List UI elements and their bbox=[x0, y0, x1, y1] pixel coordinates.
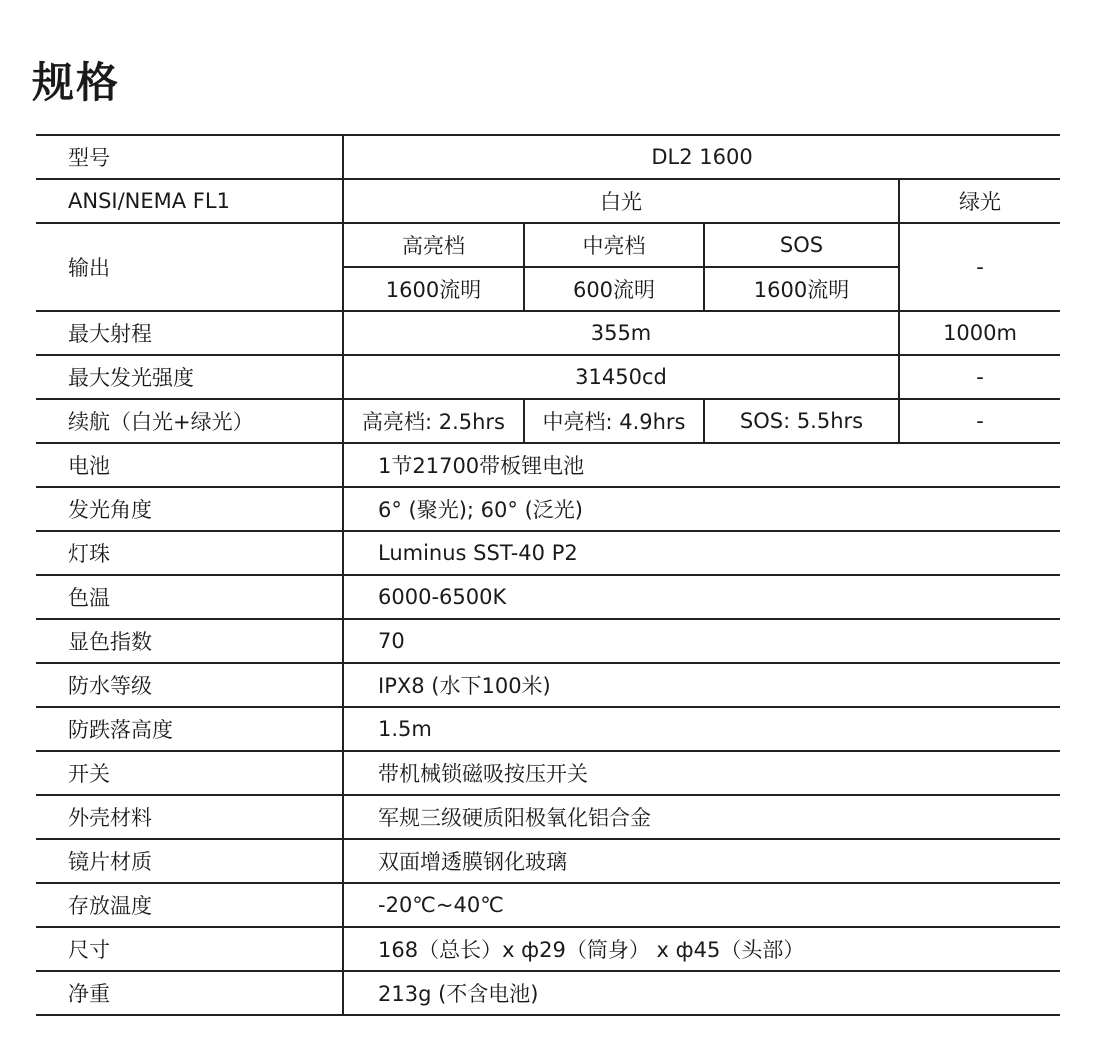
value-lens: 双面增透膜钢化玻璃 bbox=[343, 839, 1060, 883]
range-white: 355m bbox=[343, 311, 899, 355]
row-storage bbox=[36, 883, 1060, 927]
intensity-green: - bbox=[899, 355, 1060, 399]
value-battery: 1节21700带板锂电池 bbox=[343, 443, 1060, 487]
label-lens: 镜片材质 bbox=[36, 839, 343, 883]
label-cct: 色温 bbox=[36, 575, 343, 619]
output-green: - bbox=[899, 223, 1060, 311]
label-ansi: ANSI/NEMA FL1 bbox=[36, 179, 343, 223]
intensity-white: 31450cd bbox=[343, 355, 899, 399]
page-title: 规格 bbox=[32, 58, 121, 107]
range-green: 1000m bbox=[899, 311, 1060, 355]
header-white-light: 白光 bbox=[343, 179, 899, 223]
row-beam-angle bbox=[36, 487, 1060, 531]
runtime-high: 高亮档: 2.5hrs bbox=[343, 399, 524, 443]
label-drop: 防跌落高度 bbox=[36, 707, 343, 751]
row-drop bbox=[36, 707, 1060, 751]
label-waterproof: 防水等级 bbox=[36, 663, 343, 707]
output-mode-mid: 中亮档 bbox=[524, 223, 704, 267]
value-switch: 带机械锁磁吸按压开关 bbox=[343, 751, 1060, 795]
runtime-mid: 中亮档: 4.9hrs bbox=[524, 399, 704, 443]
row-led bbox=[36, 531, 1060, 575]
runtime-sos: SOS: 5.5hrs bbox=[704, 399, 899, 443]
output-value-high: 1600流明 bbox=[343, 267, 524, 311]
label-weight: 净重 bbox=[36, 971, 343, 1015]
row-ansi bbox=[36, 179, 1060, 223]
row-body-material bbox=[36, 795, 1060, 839]
label-output: 输出 bbox=[36, 223, 343, 311]
output-mode-sos: SOS bbox=[704, 223, 899, 267]
label-runtime: 续航（白光+绿光） bbox=[36, 399, 343, 443]
label-cri: 显色指数 bbox=[36, 619, 343, 663]
row-cct bbox=[36, 575, 1060, 619]
value-cri: 70 bbox=[343, 619, 1060, 663]
label-size: 尺寸 bbox=[36, 927, 343, 971]
row-range bbox=[36, 311, 1060, 355]
value-body-material: 军规三级硬质阳极氧化铝合金 bbox=[343, 795, 1060, 839]
row-switch bbox=[36, 751, 1060, 795]
label-switch: 开关 bbox=[36, 751, 343, 795]
label-storage: 存放温度 bbox=[36, 883, 343, 927]
output-value-mid: 600流明 bbox=[524, 267, 704, 311]
label-led: 灯珠 bbox=[36, 531, 343, 575]
row-battery bbox=[36, 443, 1060, 487]
row-runtime bbox=[36, 399, 1060, 443]
header-green-light: 绿光 bbox=[899, 179, 1060, 223]
value-drop: 1.5m bbox=[343, 707, 1060, 751]
value-led: Luminus SST-40 P2 bbox=[343, 531, 1060, 575]
label-beam-angle: 发光角度 bbox=[36, 487, 343, 531]
row-output-modes bbox=[36, 223, 1060, 267]
value-model: DL2 1600 bbox=[343, 135, 1060, 179]
output-mode-high: 高亮档 bbox=[343, 223, 524, 267]
value-storage: -20℃~40℃ bbox=[343, 883, 1060, 927]
row-model bbox=[36, 135, 1060, 179]
value-beam-angle: 6° (聚光); 60° (泛光) bbox=[343, 487, 1060, 531]
row-weight bbox=[36, 971, 1060, 1015]
spec-table bbox=[36, 134, 1060, 1016]
output-value-sos: 1600流明 bbox=[704, 267, 899, 311]
label-model: 型号 bbox=[36, 135, 343, 179]
value-cct: 6000-6500K bbox=[343, 575, 1060, 619]
label-body-material: 外壳材料 bbox=[36, 795, 343, 839]
value-waterproof: IPX8 (水下100米) bbox=[343, 663, 1060, 707]
label-intensity: 最大发光强度 bbox=[36, 355, 343, 399]
row-lens bbox=[36, 839, 1060, 883]
row-waterproof bbox=[36, 663, 1060, 707]
row-size bbox=[36, 927, 1060, 971]
row-intensity bbox=[36, 355, 1060, 399]
runtime-green: - bbox=[899, 399, 1060, 443]
value-weight: 213g (不含电池) bbox=[343, 971, 1060, 1015]
row-cri bbox=[36, 619, 1060, 663]
value-size: 168（总长）x ф29（筒身） x ф45（头部） bbox=[343, 927, 1060, 971]
label-range: 最大射程 bbox=[36, 311, 343, 355]
label-battery: 电池 bbox=[36, 443, 343, 487]
